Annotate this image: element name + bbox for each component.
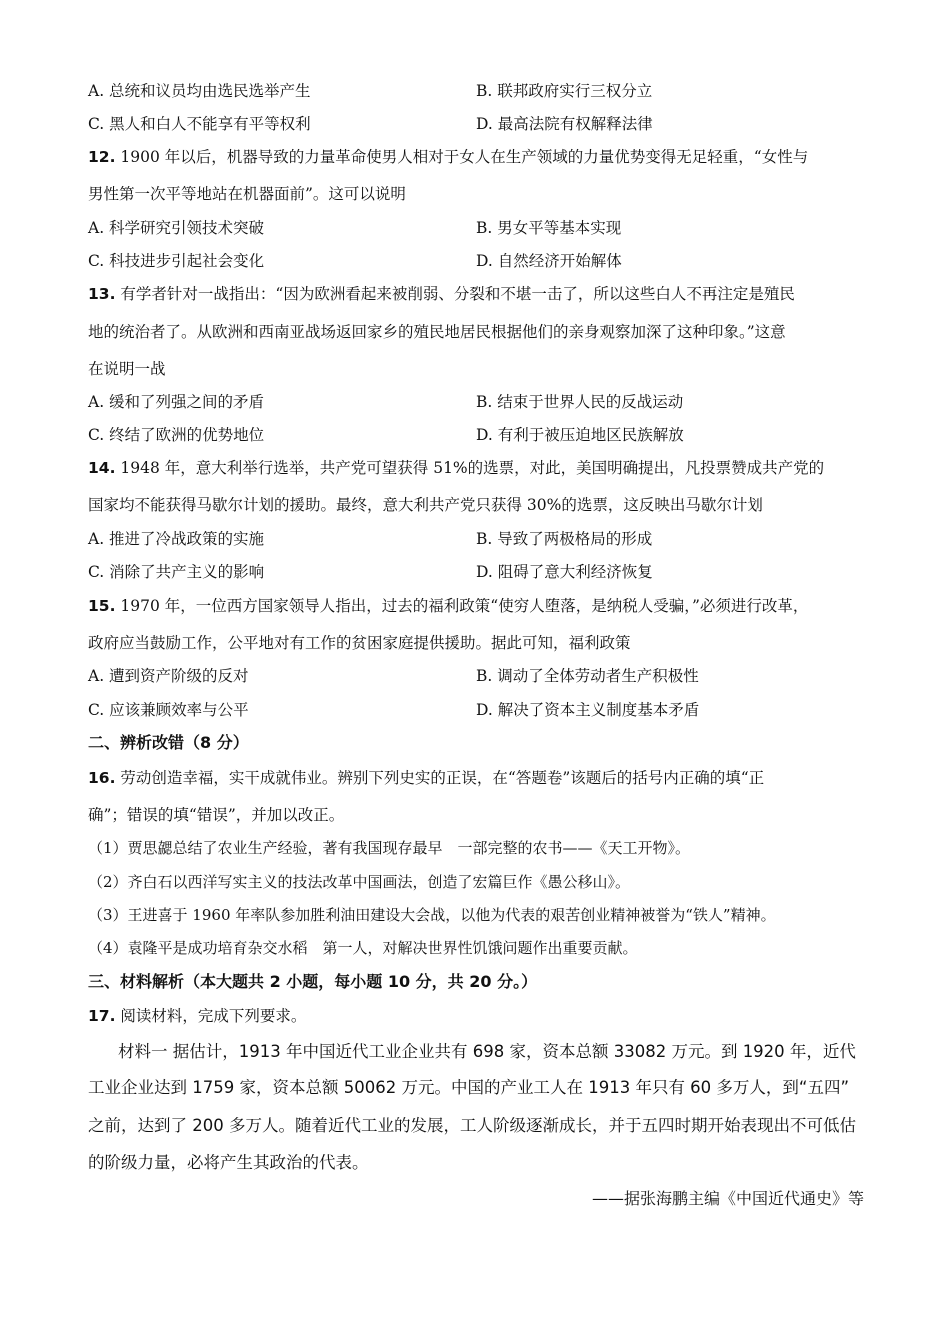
q15-stem-line-2: 政府应当鼓励工作，公平地对有工作的贫困家庭提供援助。据此可知，福利政策 bbox=[88, 634, 631, 652]
q14-number: 14. bbox=[88, 459, 116, 477]
q13-option-c: C. 终结了欧洲的优势地位 bbox=[88, 426, 265, 444]
q16-item-2: （2）齐白石以西洋写实主义的技法改革中国画法，创造了宏篇巨作《愚公移山》。 bbox=[88, 873, 631, 891]
q14-option-c: C. 消除了共产主义的影响 bbox=[88, 563, 265, 581]
q11-option-c: C. 黑人和白人不能享有平等权利 bbox=[88, 115, 311, 133]
q12-option-c: C. 科技进步引起社会变化 bbox=[88, 252, 265, 270]
q12-option-a: A. 科学研究引领技术突破 bbox=[88, 219, 265, 237]
q13-stem-line-2: 地的统治者了。从欧洲和西南亚战场返回家乡的殖民地居民根据他们的亲身观察加深了这种印象。”这意 bbox=[88, 323, 786, 341]
q11-option-b: B. 联邦政府实行三权分立 bbox=[476, 82, 653, 100]
q13-option-d: D. 有利于被压迫地区民族解放 bbox=[476, 426, 684, 444]
material-1-line-2: 工业企业达到 1759 家，资本总额 50062 万元。中国的产业工人在 1913 年只有 60 多万人，到“五四” bbox=[88, 1078, 850, 1097]
q12-option-b: B. 男女平等基本实现 bbox=[476, 219, 622, 237]
q15-option-d: D. 解决了资本主义制度基本矛盾 bbox=[476, 701, 700, 719]
q13-stem-line-3: 在说明一战 bbox=[88, 360, 166, 378]
q15-option-b: B. 调动了全体劳动者生产积极性 bbox=[476, 667, 699, 685]
material-1-source: ——据张海鹏主编《中国近代通史》等 bbox=[591, 1189, 864, 1208]
q16-item-4: （4）袁隆平是成功培育杂交水稻 第一人，对解决世界性饥饿问题作出重要贡献。 bbox=[88, 939, 638, 957]
q16-stem-line-2: 确”；错误的填“错误”，并加以改正。 bbox=[88, 806, 345, 824]
q12-stem-line-1: 12. 1900 年以后，机器导致的力量革命使男人相对于女人在生产领域的力量优势变得无足轻重，“女性与 bbox=[88, 148, 809, 166]
q14-option-a: A. 推进了冷战政策的实施 bbox=[88, 530, 265, 548]
q13-stem-line-1: 13. 有学者针对一战指出：“因为欧洲看起来被削弱、分裂和不堪一击了，所以这些白人不再注定是殖民 bbox=[88, 285, 795, 303]
q12-stem-line-2: 男性第一次平等地站在机器面前”。这可以说明 bbox=[88, 185, 406, 203]
q17-number: 17. bbox=[88, 1007, 116, 1025]
material-1-line-4: 的阶级力量，必将产生其政治的代表。 bbox=[88, 1153, 369, 1172]
q13-number: 13. bbox=[88, 285, 116, 303]
q14-stem-line-1: 14. 1948 年，意大利举行选举，共产党可望获得 51%的选票，对此，美国明确提出，凡投票赞成共产党的 bbox=[88, 459, 825, 477]
section-2-title: 二、辨析改错（8 分） bbox=[88, 733, 249, 752]
q14-option-d: D. 阻碍了意大利经济恢复 bbox=[476, 563, 653, 581]
q11-option-d: D. 最高法院有权解释法律 bbox=[476, 115, 653, 133]
q13-option-a: A. 缓和了列强之间的矛盾 bbox=[88, 393, 265, 411]
q15-number: 15. bbox=[88, 597, 116, 615]
material-1-line-3: 之前，达到了 200 多万人。随着近代工业的发展，工人阶级逐渐成长，并于五四时期开始表现出不可低估 bbox=[88, 1116, 856, 1135]
q16-number: 16. bbox=[88, 769, 116, 787]
q15-stem-line-1: 15. 1970 年，一位西方国家领导人指出，过去的福利政策“使穷人堕落，是纳税人受骗，”必须进行改革， bbox=[88, 597, 809, 615]
q11-option-a: A. 总统和议员均由选民选举产生 bbox=[88, 82, 311, 100]
material-1-line-1: 材料一 据估计，1913 年中国近代工业企业共有 698 家，资本总额 33082 万元。到 1920 年，近代 bbox=[118, 1042, 856, 1061]
q16-item-3: （3）王进喜于 1960 年率队参加胜利油田建设大会战，以他为代表的艰苦创业精神被誉为“铁人”精神。 bbox=[88, 906, 776, 924]
section-3-title: 三、材料解析（本大题共 2 小题，每小题 10 分，共 20 分。） bbox=[88, 972, 538, 991]
q14-stem-line-2: 国家均不能获得马歇尔计划的援助。最终，意大利共产党只获得 30%的选票，这反映出马歇尔计划 bbox=[88, 496, 763, 514]
q17-stem: 17. 阅读材料，完成下列要求。 bbox=[88, 1007, 307, 1025]
q15-option-a: A. 遭到资产阶级的反对 bbox=[88, 667, 249, 685]
q12-number: 12. bbox=[88, 148, 116, 166]
q16-item-1: （1）贾思勰总结了农业生产经验，著有我国现存最早 一部完整的农书——《天工开物》。 bbox=[88, 839, 691, 857]
q12-option-d: D. 自然经济开始解体 bbox=[476, 252, 622, 270]
q15-option-c: C. 应该兼顾效率与公平 bbox=[88, 701, 249, 719]
q14-option-b: B. 导致了两极格局的形成 bbox=[476, 530, 653, 548]
q13-option-b: B. 结束于世界人民的反战运动 bbox=[476, 393, 684, 411]
q16-stem-line-1: 16. 劳动创造幸福，实干成就伟业。辨别下列史实的正误，在“答题卷”该题后的括号内正确的填“正 bbox=[88, 769, 765, 787]
